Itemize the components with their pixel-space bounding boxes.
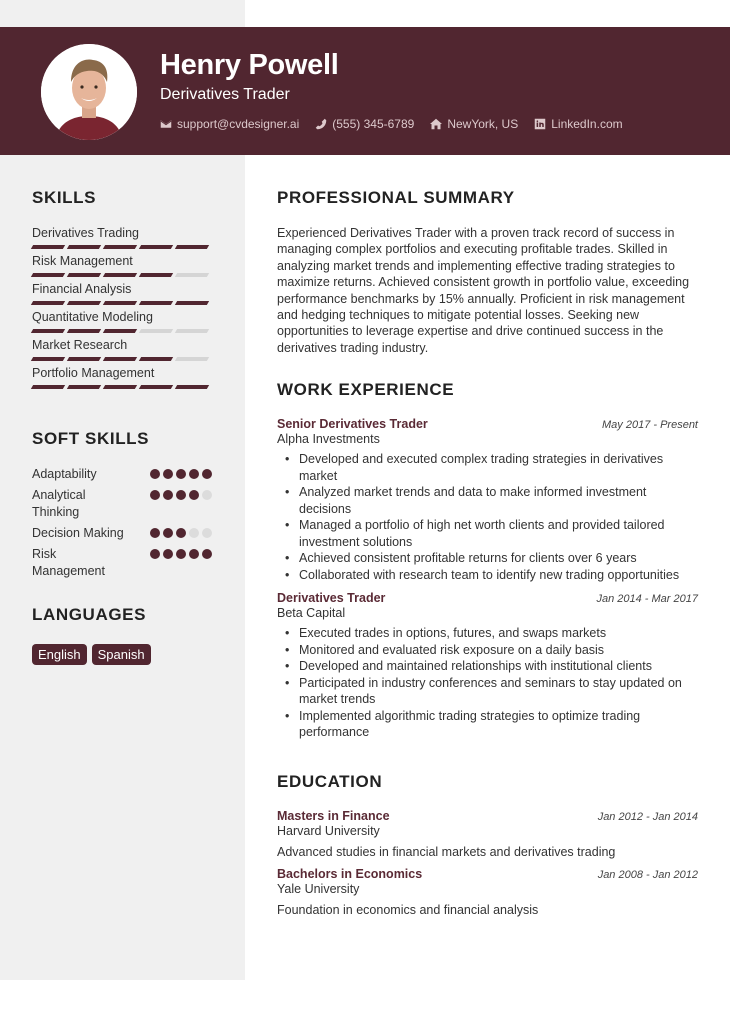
language-badge: English	[32, 644, 87, 665]
skill-level-segment	[103, 329, 137, 333]
skill-level-segment	[139, 273, 173, 277]
soft-skill-label: Risk Management	[32, 547, 105, 578]
contact-linkedin-text: LinkedIn.com	[551, 117, 623, 131]
skill-label: Risk Management	[32, 254, 133, 268]
soft-skill-item	[32, 487, 212, 521]
jobs-list	[277, 417, 698, 741]
summary-text: Experienced Derivatives Trader with a proven track record of success in managing complex portfolios and executing profitable trades. Skilled in analyzing market trends and implementing effective trading strategies to maximize returns. Achieved consistent growth in portfolio value, exceeding performance benchmarks by 15% annually. Proficient in risk management and hedging techniques to mitigate potential losses. Seeking new opportunities to leverage expertise and drive continued success in the derivatives trading industry.	[277, 226, 690, 355]
skill-item	[32, 309, 212, 334]
skill-level-segment	[67, 385, 101, 389]
skill-level-segment	[103, 385, 137, 389]
skills-heading: SKILLS	[32, 188, 97, 207]
education-heading: EDUCATION	[277, 772, 383, 791]
job-bullets	[277, 451, 698, 583]
skill-level-segment	[103, 245, 137, 249]
rating-dot	[176, 549, 186, 559]
job-bullet: • Achieved consistent profitable returns for clients over 6 years	[277, 550, 698, 567]
languages-heading: LANGUAGES	[32, 605, 147, 624]
contact-email[interactable]	[160, 117, 299, 131]
skill-level-segment	[67, 357, 101, 361]
job-entry	[277, 591, 698, 741]
soft-skills-list	[32, 466, 212, 580]
contact-phone[interactable]	[315, 117, 414, 131]
experience-section	[277, 380, 698, 741]
rating-dot	[202, 549, 212, 559]
education-dates: Jan 2008 - Jan 2012	[597, 869, 698, 881]
rating-dot	[189, 528, 199, 538]
education-header	[277, 867, 698, 881]
skill-item	[32, 281, 212, 306]
education-header	[277, 809, 698, 823]
skill-level-segment	[31, 357, 65, 361]
job-header	[277, 417, 698, 431]
skill-level-bars	[32, 329, 212, 334]
job-company: Beta Capital	[277, 606, 346, 620]
skill-level-segment	[67, 273, 101, 277]
skill-level-bars	[32, 385, 212, 390]
rating-dot	[150, 528, 160, 538]
skill-level-bars	[32, 301, 212, 306]
soft-skill-item	[32, 466, 212, 483]
summary-section	[277, 188, 698, 356]
job-bullet: • Developed and executed complex trading strategies in derivatives market	[277, 451, 698, 484]
soft-skill-rating	[150, 487, 212, 521]
home-icon	[430, 118, 442, 130]
contact-location	[430, 117, 518, 131]
skill-level-bars	[32, 273, 212, 278]
rating-dot	[176, 469, 186, 479]
education-dates: Jan 2012 - Jan 2014	[597, 811, 698, 823]
avatar-icon	[41, 44, 137, 140]
skill-level-segment	[175, 357, 209, 361]
rating-dot	[202, 528, 212, 538]
languages-section	[32, 605, 212, 665]
soft-skill-label: Analytical Thinking	[32, 488, 86, 519]
job-role: Derivatives Trader	[277, 591, 386, 605]
soft-skill-rating	[150, 466, 212, 483]
skill-level-segment	[139, 385, 173, 389]
soft-skill-item	[32, 546, 212, 580]
skill-level-segment	[139, 357, 173, 361]
soft-skill-rating	[150, 546, 212, 580]
rating-dot	[202, 490, 212, 500]
rating-dot	[202, 469, 212, 479]
rating-dot	[163, 528, 173, 538]
rating-dot	[176, 528, 186, 538]
rating-dot	[189, 469, 199, 479]
job-bullet: • Executed trades in options, futures, and swaps markets	[277, 625, 698, 642]
education-school: Harvard University	[277, 824, 380, 838]
skill-level-segment	[175, 301, 209, 305]
phone-icon	[315, 118, 327, 130]
job-role: Senior Derivatives Trader	[277, 417, 428, 431]
skill-level-segment	[67, 329, 101, 333]
education-school: Yale University	[277, 882, 360, 896]
skill-level-segment	[139, 301, 173, 305]
skill-level-segment	[67, 301, 101, 305]
skill-item	[32, 337, 212, 362]
skill-item	[32, 253, 212, 278]
education-entry	[277, 867, 698, 917]
skill-label: Quantitative Modeling	[32, 310, 153, 324]
rating-dot	[163, 549, 173, 559]
job-bullet: • Monitored and evaluated risk exposure on a daily basis	[277, 642, 698, 659]
skill-level-segment	[103, 273, 137, 277]
contact-linkedin[interactable]	[534, 117, 622, 131]
skill-level-segment	[31, 301, 65, 305]
skill-label: Financial Analysis	[32, 282, 132, 296]
languages-list	[32, 644, 212, 665]
skill-level-segment	[67, 245, 101, 249]
rating-dot	[189, 490, 199, 500]
job-header	[277, 591, 698, 605]
skill-item	[32, 365, 212, 390]
skills-section	[32, 188, 212, 393]
soft-skill-item	[32, 525, 212, 542]
envelope-icon	[160, 118, 172, 130]
job-bullets	[277, 625, 698, 741]
language-badge: Spanish	[92, 644, 151, 665]
job-bullet: • Analyzed market trends and data to make informed investment decisions	[277, 484, 698, 517]
skill-level-segment	[175, 245, 209, 249]
job-dates: May 2017 - Present	[602, 419, 698, 431]
contact-location-text: NewYork, US	[447, 117, 519, 131]
rating-dot	[150, 469, 160, 479]
soft-skill-label: Adaptability	[32, 467, 97, 481]
skill-label: Market Research	[32, 338, 128, 352]
skill-level-segment	[103, 357, 137, 361]
job-bullet: • Implemented algorithmic trading strategies to optimize trading performance	[277, 708, 698, 741]
education-description: Foundation in economics and financial analysis	[277, 903, 539, 917]
skill-level-segment	[103, 301, 137, 305]
rating-dot	[163, 490, 173, 500]
summary-heading: PROFESSIONAL SUMMARY	[277, 188, 515, 207]
skill-item	[32, 225, 212, 250]
skill-level-segment	[31, 329, 65, 333]
job-company: Alpha Investments	[277, 432, 380, 446]
rating-dot	[189, 549, 199, 559]
skill-level-segment	[139, 329, 173, 333]
rating-dot	[150, 490, 160, 500]
skill-level-segment	[31, 245, 65, 249]
contact-phone-text: (555) 345-6789	[332, 117, 415, 131]
soft-skills-section	[32, 429, 212, 584]
job-dates: Jan 2014 - Mar 2017	[596, 593, 698, 605]
education-list	[277, 809, 698, 917]
profile-photo	[41, 44, 137, 140]
skill-level-segment	[31, 385, 65, 389]
skill-level-segment	[139, 245, 173, 249]
job-bullet: • Collaborated with research team to identify new trading opportunities	[277, 567, 698, 584]
rating-dot	[163, 469, 173, 479]
job-entry	[277, 417, 698, 583]
candidate-title: Derivatives Trader	[160, 86, 290, 103]
contact-list	[160, 117, 623, 131]
skills-list	[32, 225, 212, 390]
rating-dot	[176, 490, 186, 500]
skill-level-segment	[175, 329, 209, 333]
skill-level-segment	[31, 273, 65, 277]
soft-skill-label: Decision Making	[32, 526, 124, 540]
education-section	[277, 772, 698, 917]
contact-email-text: support@cvdesigner.ai	[177, 117, 300, 131]
skill-level-bars	[32, 245, 212, 250]
soft-skill-rating	[150, 525, 212, 542]
education-description: Advanced studies in financial markets and derivatives trading	[277, 845, 616, 859]
linkedin-icon	[534, 118, 546, 130]
skill-level-segment	[175, 385, 209, 389]
job-bullet: • Participated in industry conferences and seminars to stay updated on market trends	[277, 675, 698, 708]
education-degree: Masters in Finance	[277, 809, 390, 823]
skill-level-segment	[175, 273, 209, 277]
experience-heading: WORK EXPERIENCE	[277, 380, 455, 399]
soft-skills-heading: SOFT SKILLS	[32, 429, 150, 448]
rating-dot	[150, 549, 160, 559]
skill-level-bars	[32, 357, 212, 362]
education-degree: Bachelors in Economics	[277, 867, 423, 881]
job-bullet: • Developed and maintained relationships with institutional clients	[277, 658, 698, 675]
resume-header	[0, 27, 730, 155]
skill-label: Derivatives Trading	[32, 226, 139, 240]
job-bullet: • Managed a portfolio of high net worth clients and provided tailored investment solutions	[277, 517, 698, 550]
education-entry	[277, 809, 698, 859]
skill-label: Portfolio Management	[32, 366, 155, 380]
candidate-name: Henry Powell	[160, 49, 339, 81]
